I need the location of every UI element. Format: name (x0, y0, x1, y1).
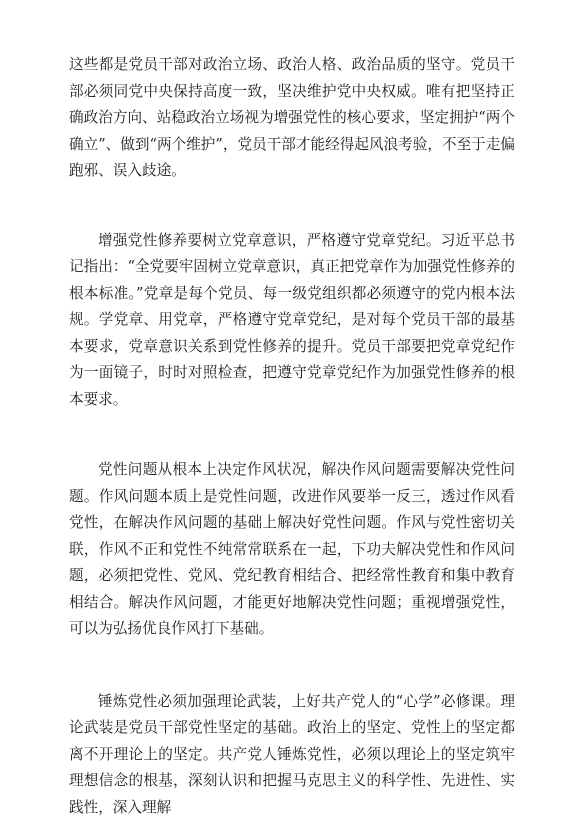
paragraph-theoretical-arming: 锤炼党性必须加强理论武装，上好共产党人的“心学”必修课。理论武装是党员干部党性坚定的基础。政治上的坚定、党性上的坚定都离不开理论上的坚定。共产党人锤炼党性，必须以理论上的坚定筑牢理想信念的根基，深刻认识和把握马克思主义的科学性、先进性、实践性，深入理解 (69, 689, 515, 821)
paragraph-party-constitution: 增强党性修养要树立党章意识，严格遵守党章党纪。习近平总书记指出：“全党要牢固树立党章意识，真正把党章作为加强党性修养的根本标准。”党章是每个党员、每一级党组织都必须遵守的党内根本法规。学党章、用党章，严格遵守党章党纪，是对每个党员干部的最基本要求，党章意识关系到党性修养的提升。党员干部要把党章党纪作为一面镜子，时时对照检查，把遵守党章党纪作为加强党性修养的根本要求。 (69, 228, 515, 414)
paragraph-work-style: 党性问题从根本上决定作风状况，解决作风问题需要解决党性问题。作风问题本质上是党性问题，改进作风要举一反三，透过作风看党性，在解决作风问题的基础上解决好党性问题。作风与党性密切关联，作风不正和党性不纯常常联系在一起，下功夫解决党性和作风问题，必须把党性、党风、党纪教育相结合、把经常性教育和集中教育相结合。解决作风问题，才能更好地解决党性问题；重视增强党性，可以为弘扬优良作风打下基础。 (69, 457, 515, 643)
document-body (69, 52, 515, 821)
paragraph-political-stance: 这些都是党员干部对政治立场、政治人格、政治品质的坚守。党员干部必须同党中央保持高度一致，坚决维护党中央权威。唯有把坚持正确政治方向、站稳政治立场视为增强党性的核心要求，坚定拥护“两个确立”、做到“两个维护”，党员干部才能经得起风浪考验，不至于走偏跑邪、误入歧途。 (69, 52, 515, 185)
